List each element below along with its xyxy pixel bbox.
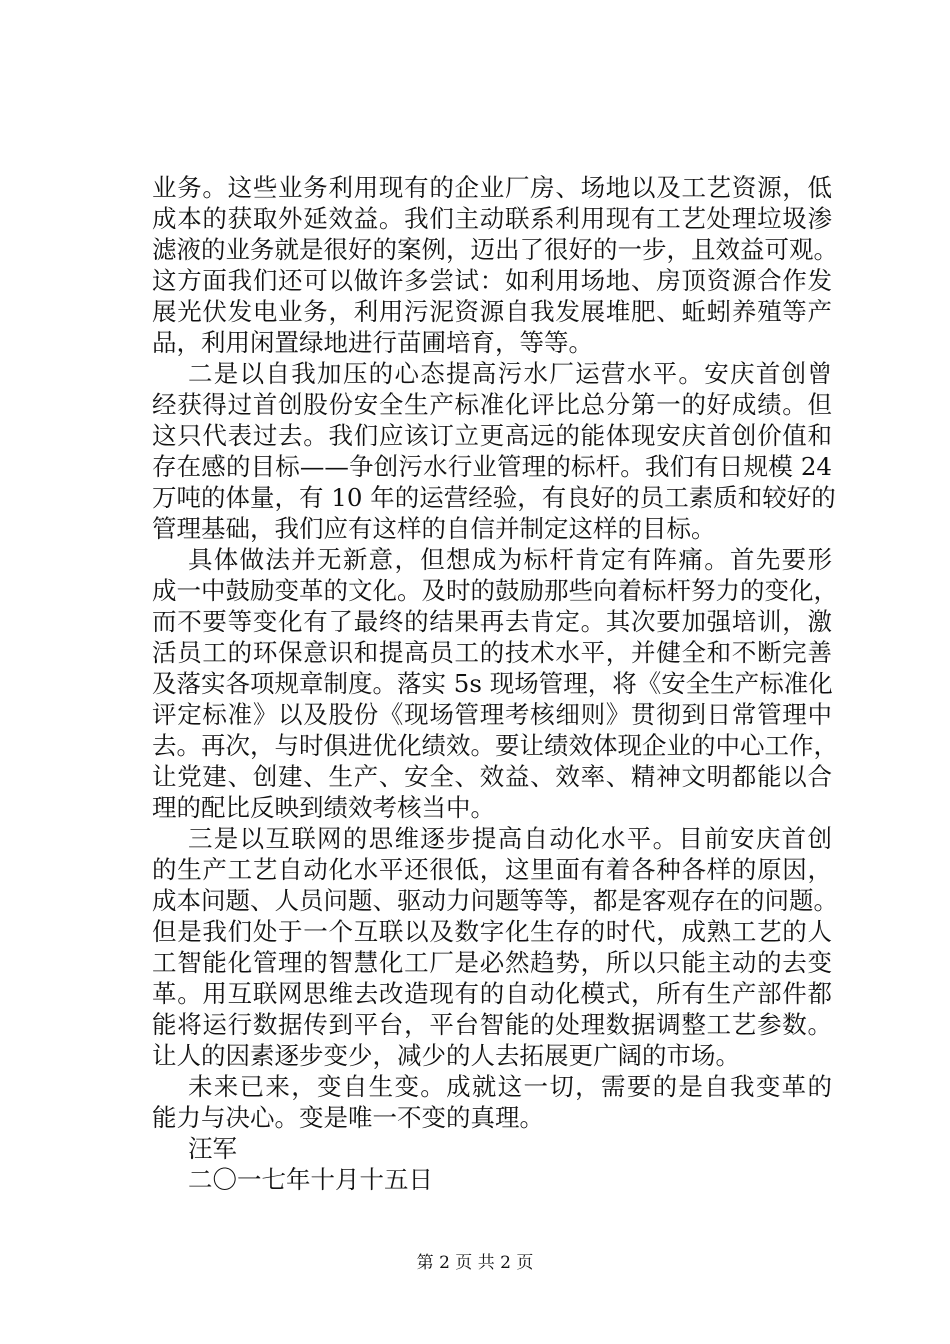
document-body bbox=[152, 172, 838, 1195]
text-line: 存在感的目标——争创污水行业管理的标杆。我们有日规模 24 bbox=[152, 452, 832, 481]
text-line: 的生产工艺自动化水平还很低，这里面有着各种各样的原因， bbox=[152, 855, 832, 884]
text-line: 经获得过首创股份安全生产标准化评比总分第一的好成绩。但 bbox=[152, 390, 832, 419]
text-line: 万吨的体量，有 10 年的运营经验，有良好的员工素质和较好的 bbox=[152, 483, 836, 512]
text-line: 理的配比反映到绩效考核当中。 bbox=[152, 793, 495, 822]
page-footer: 第 2 页 共 2 页 bbox=[416, 1253, 534, 1273]
text-line: 成一中鼓励变革的文化。及时的鼓励那些向着标杆努力的变化， bbox=[152, 576, 838, 605]
text-line: 业务。这些业务利用现有的企业厂房、场地以及工艺资源，低 bbox=[152, 173, 832, 202]
text-line: 及落实各项规章制度。落实 5s 现场管理，将《安全生产标准化 bbox=[152, 669, 833, 698]
text-line: 成本问题、人员问题、驱动力问题等等，都是客观存在的问题。 bbox=[152, 886, 838, 915]
text-line: 能力与决心。变是唯一不变的真理。 bbox=[152, 1103, 544, 1132]
text-line: 让人的因素逐步变少，减少的人去拓展更广阔的市场。 bbox=[152, 1041, 740, 1070]
text-line: 管理基础，我们应有这样的自信并制定这样的目标。 bbox=[152, 514, 716, 543]
text-line: 评定标准》以及股份《现场管理考核细则》贯彻到日常管理中 bbox=[152, 700, 832, 729]
paragraph-first-line: 具体做法并无新意，但想成为标杆肯定有阵痛。首先要形 bbox=[188, 545, 832, 574]
text-line: 活员工的环保意识和提高员工的技术水平，并健全和不断完善 bbox=[152, 638, 832, 667]
paragraph-first-line: 三是以互联网的思维逐步提高自动化水平。目前安庆首创 bbox=[188, 824, 832, 853]
text-line: 成本的获取外延效益。我们主动联系利用现有工艺处理垃圾渗 bbox=[152, 204, 832, 233]
text-line: 能将运行数据传到平台，平台智能的处理数据调整工艺参数。 bbox=[152, 1010, 832, 1039]
text-line: 而不要等变化有了最终的结果再去肯定。其次要加强培训，激 bbox=[152, 607, 832, 636]
text-line: 但是我们处于一个互联以及数字化生存的时代，成熟工艺的人 bbox=[152, 917, 832, 946]
paragraph-first-line: 未来已来，变自生变。成就这一切，需要的是自我变革的 bbox=[188, 1072, 832, 1101]
author-signature: 汪军 bbox=[188, 1134, 237, 1163]
text-line: 滤液的业务就是很好的案例，迈出了很好的一步，且效益可观。 bbox=[152, 235, 838, 264]
text-line: 革。用互联网思维去改造现有的自动化模式，所有生产部件都 bbox=[152, 979, 832, 1008]
text-line: 这方面我们还可以做许多尝试：如利用场地、房顶资源合作发 bbox=[152, 266, 832, 295]
text-line: 工智能化管理的智慧化工厂是必然趋势，所以只能主动的去变 bbox=[152, 948, 832, 977]
document-date: 二〇一七年十月十五日 bbox=[188, 1165, 433, 1194]
text-line: 品，利用闲置绿地进行苗圃培育，等等。 bbox=[152, 328, 593, 357]
text-line: 这只代表过去。我们应该订立更高远的能体现安庆首创价值和 bbox=[152, 421, 832, 450]
text-line: 展光伏发电业务，利用污泥资源自我发展堆肥、蚯蚓养殖等产 bbox=[152, 297, 832, 326]
text-line: 去。再次，与时俱进优化绩效。要让绩效体现企业的中心工作， bbox=[152, 731, 838, 760]
paragraph-first-line: 二是以自我加压的心态提高污水厂运营水平。安庆首创曾 bbox=[188, 359, 832, 388]
text-line: 让党建、创建、生产、安全、效益、效率、精神文明都能以合 bbox=[152, 762, 832, 791]
